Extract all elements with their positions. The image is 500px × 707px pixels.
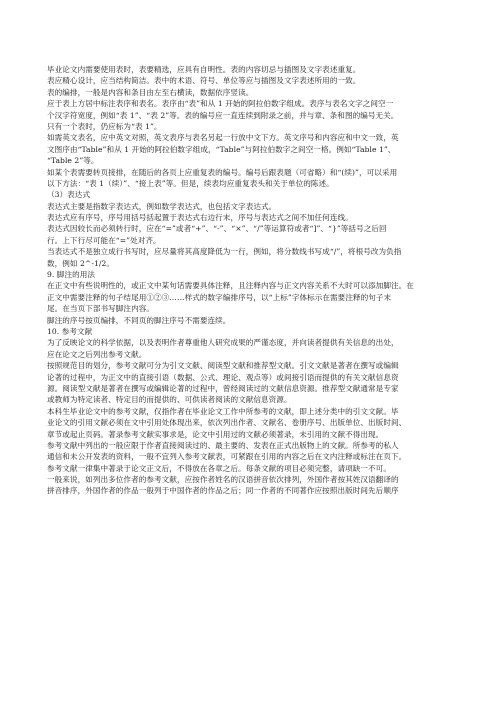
- section-heading: 10. 参考文献: [47, 326, 93, 336]
- text-line: 按照规范目的划分，参考文献可分为引文文献、阅读型文献和推荐型文献。引文文献是著者在撰写或编辑: [47, 361, 399, 371]
- text-line: 只有一个表时，仍应标为“表 1”。: [47, 121, 162, 131]
- text-line: 表达式因较长而必须转行时，应在“=”或者“+”、“-”、“×”、“/”等运算符或者“]”、“}”等括号之后回: [47, 224, 387, 234]
- text-line: 表应精心设计，应当结构简洁。表中的术语、符号、单位等应与插图及文字表述所用的一致。: [47, 76, 361, 86]
- text-line: 应在论文之后列出参考文献。: [47, 349, 147, 359]
- text-line: 尾。在当页下部书写脚注内容。: [47, 304, 155, 314]
- text-line: “Table 2”等。: [47, 156, 99, 166]
- text-line: 数，例如 2^-1/2。: [47, 258, 114, 268]
- text-line: 当表达式不是独立成行书写时，应尽量将其高度降低为一行，例如，将分数线书写成“/”，将根号改为负指: [47, 247, 402, 257]
- text-line: 如需英文表名，应中英文对照，英文表序与表名另起一行放中文下方。英文序号和内容应和中文一致，英: [47, 133, 399, 143]
- text-line: 为了反映论文的科学依据，以及表明作者尊重他人研究成果的严谨态度，并向读者提供有关信息的出处，: [47, 338, 399, 348]
- text-line: 毕业论文内需要使用表时，表要精选，应具有自明性。表的内容切忌与插图及文字表述重复。: [47, 65, 361, 74]
- text-line: 本科生毕业论文中的参考文献，仅指作者在毕业论文工作中所参考的文献，即上述分类中的引文文献。毕: [47, 406, 399, 416]
- text-line: 一般来说，如列出多位作者的参考文献，应按作者姓名的汉语拼音依次排列，外国作者按其姓汉语翻译的: [47, 475, 399, 485]
- text-line: 通信和未公开发表的资料，一般不宜列入参考文献表，可紧跟在引用的内容之后在文内注释或标注在页下。: [47, 452, 407, 462]
- text-line: 文图序由“Table”和从 1 开始的阿拉伯数字组成，“Table”与阿拉伯数字之间空一格。例如“Table 1”、: [47, 144, 396, 154]
- text-line: 应于表上方居中标注表序和表名。表序由“表”和从 1 开始的阿拉伯数字组成。表序与表名文字之间空一: [47, 99, 394, 109]
- text-line: 参考文献一律集中著录于论文正文后，不得放在各章之后。每条文献的项目必须完整，请项缺一不可。: [47, 463, 391, 473]
- text-line: 表达式主要是指数字表达式，例如数学表达式，也包括文字表达式。: [47, 201, 277, 211]
- text-line: 表的编排，一般是内容和条目由左至右横读，数据依序竖读。: [47, 87, 254, 97]
- text-line: 如某个表需要转页接排，在随后的各页上应重复表的编号。编号后跟表题（可省略）和“(续)”，可以采用: [47, 167, 398, 177]
- text-line: 行。上下行尽可能在“=”处对齐。: [47, 235, 161, 245]
- text-line: 以下方法：“表 1（续）”、“接上表”等。但是，续表均应重复表头和关于单位的陈述。: [47, 178, 334, 188]
- text-line: 或教师为特定读者、特定目的而提供的、可供读者阅读的文献信息资源。: [47, 395, 292, 405]
- text-line: 源。阅读型文献是著者在撰写或编辑论著的过程中，曾经阅读过的文献信息资源。推荐型文献通常是专家: [47, 383, 399, 393]
- text-line: 正文中需要注释的句子结尾用①②③……样式的数字编排序号，以“上标”字体标示在需要注释的句子末: [47, 292, 392, 302]
- section-heading: 9. 脚注的用法: [47, 270, 96, 280]
- text-line: 脚注的序号按页编排，不同页的脚注序号不需要连续。: [47, 315, 231, 325]
- text-line: 个汉字符宽度，例如“表 1”、“表 2”等。表的编号应一直连续到附录之前，并与章、条和图的编号无关。: [47, 110, 399, 120]
- section-heading: （3）表达式: [47, 190, 91, 200]
- text-line: 参考文献中列出的一般应限于作者直接阅读过的、最主要的、发表在正式出版物上的文献。所参考的私人: [47, 440, 399, 450]
- document-page: [47, 64, 467, 497]
- text-line: 论著的过程中，为正文中的直接引语（数据、公式、理论、观点等）或间接引语而提供的有关文献信息资: [47, 372, 399, 382]
- text-line: 章节或起止页码。著录参考文献实事求是，论文中引用过的文献必须著录，未引用的文献不得出现。: [47, 429, 384, 439]
- text-line: 拼音排序，外国作者的作品一般列于中国作者的作品之后；同一作者的不同著作应按照出版时间先后顺序: [47, 486, 399, 496]
- text-line: 业论文的引用文献必须在文中引用处体现出来，依次列出作者、文献名、卷册序号、出版单位、出版时间、: [47, 418, 407, 428]
- text-line: 在正文中有些说明性的，或正文中某句话需要具体注释，且注释内容与正文内容关系不大时可以添加脚注。在: [47, 281, 414, 291]
- text-line: 表达式应有序号，序号用括号括起置于表达式右边行末，序号与表达式之间不加任何连线。: [47, 213, 353, 223]
